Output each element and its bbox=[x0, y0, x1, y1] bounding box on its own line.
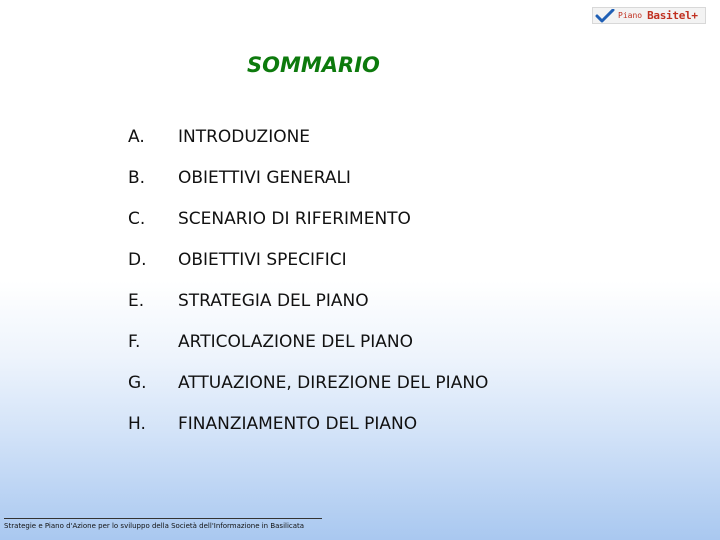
toc-item-c bbox=[128, 208, 488, 249]
toc-text: INTRODUZIONE bbox=[178, 127, 311, 147]
toc-letter: B. bbox=[128, 168, 146, 188]
toc-letter: F. bbox=[128, 332, 141, 352]
toc-text: SCENARIO DI RIFERIMENTO bbox=[178, 209, 411, 229]
piano-basitel-logo bbox=[592, 7, 706, 24]
footer-caption: Strategie e Piano d'Azione per lo sviluppo della Società dell'Informazione in Basilicata bbox=[4, 518, 322, 530]
toc-item-b bbox=[128, 167, 488, 208]
toc-item-f bbox=[128, 331, 488, 372]
page-title: SOMMARIO bbox=[247, 53, 380, 77]
logo-small-text: Piano bbox=[618, 11, 643, 20]
toc-letter: C. bbox=[128, 209, 146, 229]
toc-item-e bbox=[128, 290, 488, 331]
toc-text: ATTUAZIONE, DIREZIONE DEL PIANO bbox=[178, 373, 489, 393]
toc-text: STRATEGIA DEL PIANO bbox=[178, 291, 369, 311]
toc-text: OBIETTIVI GENERALI bbox=[178, 168, 351, 188]
toc-letter: A. bbox=[128, 127, 145, 147]
toc-text: FINANZIAMENTO DEL PIANO bbox=[178, 414, 418, 434]
checkmark-icon bbox=[595, 9, 615, 23]
toc-text: OBIETTIVI SPECIFICI bbox=[178, 250, 347, 270]
toc-letter: E. bbox=[128, 291, 145, 311]
toc-letter: D. bbox=[128, 250, 147, 270]
toc-item-a bbox=[128, 126, 488, 167]
toc-letter: H. bbox=[128, 414, 146, 434]
table-of-contents bbox=[128, 126, 488, 454]
toc-item-d bbox=[128, 249, 488, 290]
toc-item-h bbox=[128, 413, 488, 454]
toc-text: ARTICOLAZIONE DEL PIANO bbox=[178, 332, 413, 352]
toc-item-g bbox=[128, 372, 488, 413]
logo-big-text: Basitel+ bbox=[647, 9, 698, 22]
toc-letter: G. bbox=[128, 373, 147, 393]
